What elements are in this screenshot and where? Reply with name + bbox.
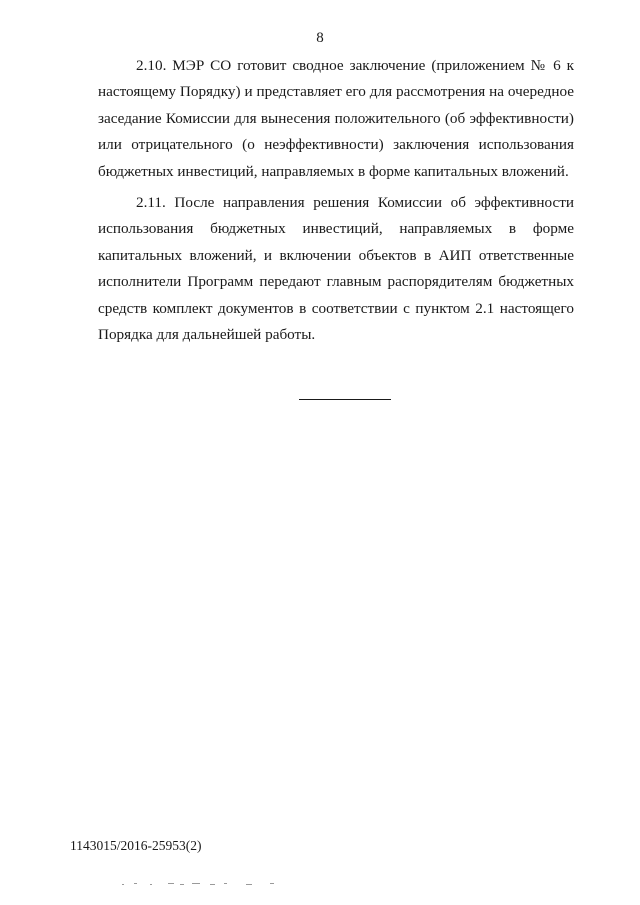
document-body	[98, 53, 574, 353]
end-separator-line	[299, 399, 391, 400]
page-number: 8	[316, 30, 324, 46]
paragraph-2-10: 2.10. МЭР СО готовит сводное заключение (приложением № 6 к настоящему Порядку) и представляет его для рассмотрения на очередное заседание Комиссии для вынесения положительного (об эффективности) или отрицательного (о неэффективности) заключения использования бюджетных инвестиций, направляемых в форме капитальных вложений.	[98, 57, 574, 180]
paragraph-2-11: 2.11. После направления решения Комиссии об эффективности использования бюджетных инвестиций, направляемых в форме капитальных вложений, и включении объектов в АИП ответственные исполнители Программ передают главным распорядителям бюджетных средств комплект документов в соответствии с пунктом 2.1 настоящего Порядка для дальнейшей работы.	[98, 194, 574, 344]
scan-noise-marks	[120, 880, 290, 888]
document-registration-code: 1143015/2016-25953(2)	[70, 838, 202, 853]
